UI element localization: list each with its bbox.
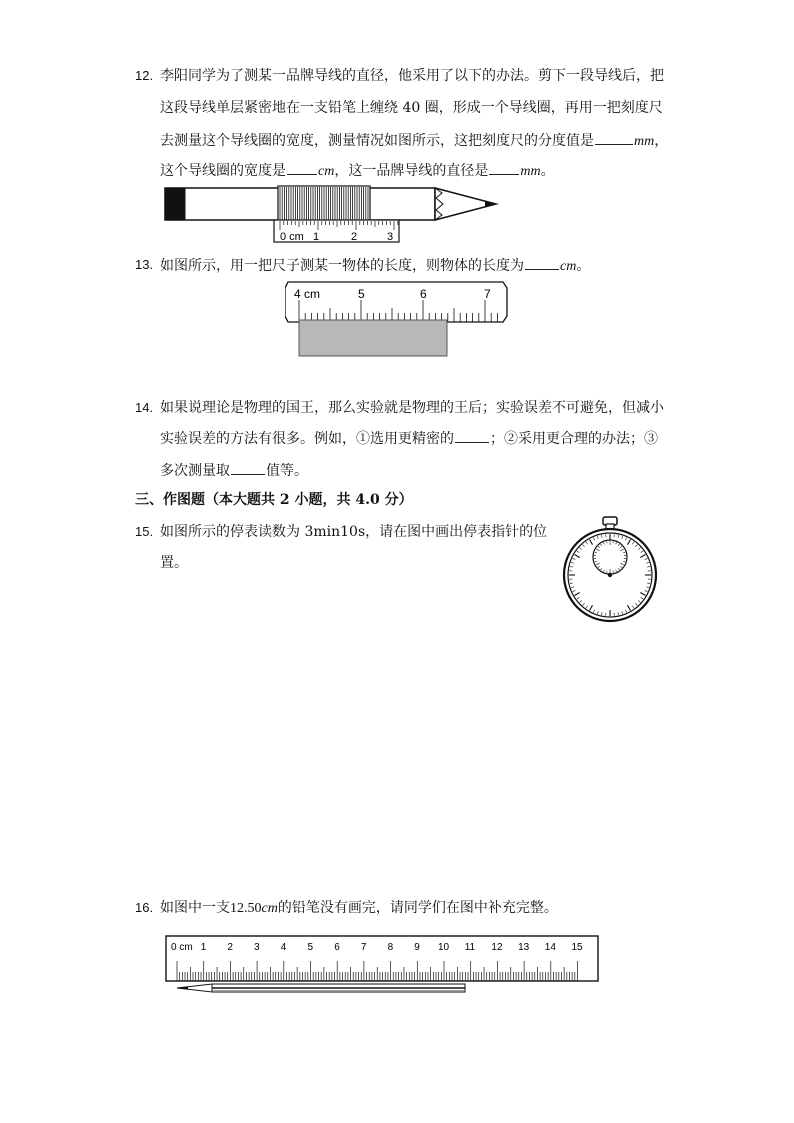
ruler-label: 15 xyxy=(571,942,583,953)
question-number: 14. xyxy=(135,400,154,415)
ruler-label: 6 xyxy=(334,942,340,953)
pencil-eraser-end xyxy=(165,188,185,220)
text-fragment: 的铅笔没有画完，请同学们在图中补充完整。 xyxy=(277,900,558,916)
ruler-label: 3 xyxy=(387,231,394,243)
pencil-length-value: 12.50 xyxy=(230,901,262,916)
text-fragment: 如图中一支 xyxy=(160,900,230,916)
wire-coil-turns xyxy=(280,187,368,221)
text-fragment: ， xyxy=(654,133,669,149)
question-text-line xyxy=(160,898,558,919)
question-text-line: 如图所示的停表读数为 3min10s，请在图中画出停表指针的位 xyxy=(160,524,548,540)
question-number: 13. xyxy=(135,257,154,272)
text-fragment: 这个导线圈的宽度是 xyxy=(160,163,286,179)
answer-blank[interactable] xyxy=(455,428,489,443)
ruler-label: 7 xyxy=(360,942,367,953)
ruler-label: 14 xyxy=(544,942,556,953)
question-text-line xyxy=(160,460,308,481)
question-number: 12. xyxy=(135,68,154,83)
ruler-label: 1 xyxy=(200,942,207,953)
text-fragment: 去测量这个导线圈的宽度，测量情况如图所示，这把刻度尺的分度值是 xyxy=(160,133,594,149)
ruler-pencil-figure[interactable] xyxy=(160,932,605,996)
ruler-label: 0 cm xyxy=(171,942,193,953)
text-fragment: ，这一品牌导线的直径是 xyxy=(334,163,489,179)
unit-label: mm xyxy=(520,164,541,179)
ruler-label: 9 xyxy=(414,942,420,953)
question-text-line xyxy=(160,130,668,152)
question-text-line: 这段导线单层紧密地在一支铅笔上缠绕 40 圈，形成一个导线圈，再用一把刻度尺 xyxy=(160,100,663,116)
text-fragment: ；②采用更合理的办法；③ xyxy=(490,431,658,447)
text-fragment: 值等。 xyxy=(266,463,308,479)
ruler-label: 8 xyxy=(387,942,394,953)
ruler-label: 0 cm xyxy=(280,231,304,243)
question-number: 16. xyxy=(135,900,154,915)
ruler-label: 3 xyxy=(254,942,260,953)
question-text-line: 李阳同学为了测某一品牌导线的直径，他采用了以下的办法。剪下一段导线后，把 xyxy=(160,68,664,84)
question-text-line xyxy=(160,160,555,182)
unit-label: cm xyxy=(560,259,577,274)
text-fragment: 如图所示，用一把尺子测某一物体的长度，则物体的长度为 xyxy=(160,258,524,274)
answer-blank[interactable] xyxy=(525,255,559,270)
text-fragment: 实验误差的方法有很多。例如，①选用更精密的 xyxy=(160,431,454,447)
incomplete-pencil xyxy=(177,984,465,992)
pencil-coil-figure xyxy=(160,184,505,246)
question-text-line: 如果说理论是物理的国王，那么实验就是物理的王后；实验误差不可避免，但减小 xyxy=(160,400,664,416)
ruler-label: 4 xyxy=(280,942,287,953)
question-number: 15. xyxy=(135,524,154,539)
question-text-line xyxy=(160,255,590,277)
ruler-label: 5 xyxy=(358,287,365,301)
text-fragment: 。 xyxy=(576,258,591,274)
ruler-object-figure xyxy=(285,280,510,360)
ruler-label: 4 cm xyxy=(294,287,321,301)
ruler-label: 2 xyxy=(227,942,233,953)
question-text-line xyxy=(160,428,658,449)
section-heading: 三、作图题（本大题共 2 小题，共 4.0 分） xyxy=(135,492,413,508)
unit-label: cm xyxy=(318,164,335,179)
unit-label: mm xyxy=(634,134,655,149)
ruler-label: 10 xyxy=(438,942,450,953)
measured-object xyxy=(299,320,447,356)
answer-blank[interactable] xyxy=(287,160,317,175)
ruler-label: 5 xyxy=(307,942,314,953)
stopwatch-figure[interactable] xyxy=(558,515,662,625)
text-fragment: 多次测量取 xyxy=(160,463,230,479)
ruler-label: 13 xyxy=(518,942,530,953)
stopwatch-center xyxy=(608,573,612,577)
unit-label: cm xyxy=(261,901,278,916)
answer-blank[interactable] xyxy=(595,130,633,145)
stopwatch-subdial xyxy=(593,540,627,574)
ruler-label: 6 xyxy=(420,287,427,301)
ruler-label: 7 xyxy=(484,287,491,301)
ruler-label: 12 xyxy=(491,942,503,953)
question-text-line: 置。 xyxy=(160,555,188,571)
ruler-label: 2 xyxy=(351,231,358,243)
answer-blank[interactable] xyxy=(489,160,519,175)
answer-blank[interactable] xyxy=(231,460,265,475)
text-fragment: 。 xyxy=(540,163,555,179)
ruler-label: 1 xyxy=(313,231,320,243)
ruler-label: 11 xyxy=(464,942,476,953)
